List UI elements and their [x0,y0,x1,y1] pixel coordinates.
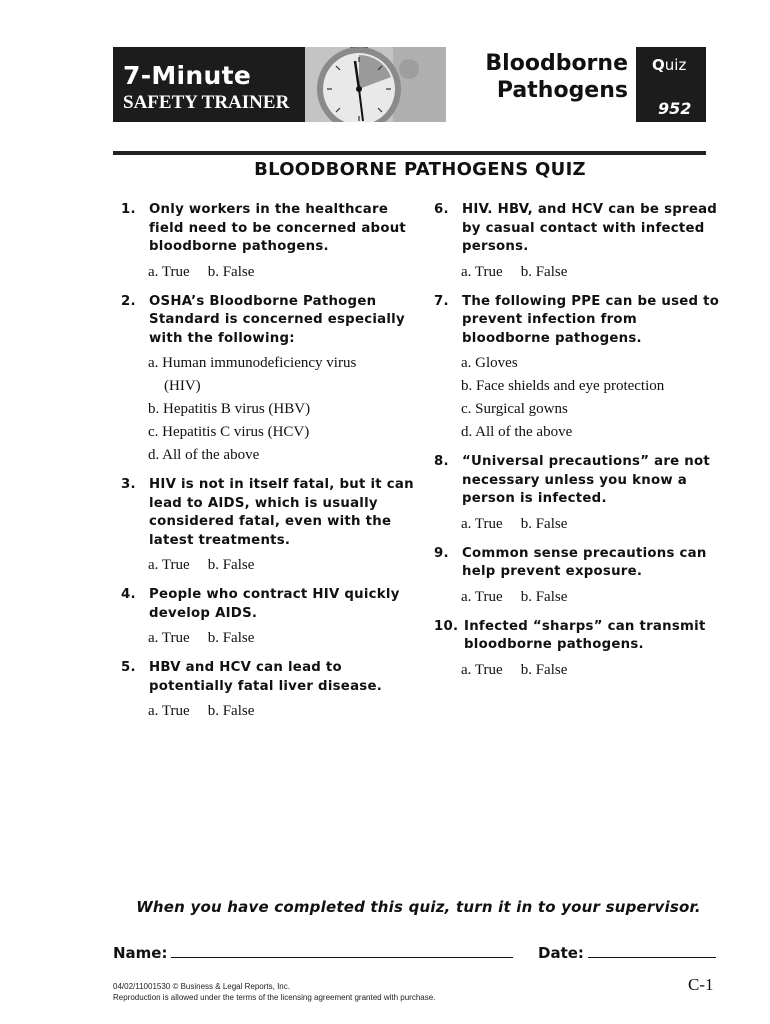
brand-banner [113,47,305,122]
name-blank[interactable] [171,944,513,958]
question-body: HBV and HCV can lead to potentially fatal liver disease. [149,660,383,694]
answer-option[interactable]: b. False [207,630,255,646]
quiz-label [652,56,686,74]
question-body: HIV is not in itself fatal, but it can lead to AIDS, which is usually considered fatal, even with the latest treatments. [149,477,414,548]
instruction-text: When you have completed this quiz, turn it in to your supervisor. [136,898,701,916]
answer-option[interactable]: b. False [520,515,568,532]
topic-title-line1: Bloodborne [485,51,628,76]
question-text [434,618,724,655]
question-item [434,201,724,284]
question-number: 2. [121,293,136,309]
answer-options [434,352,724,444]
quiz-number: 952 [658,99,692,118]
quiz-label-initial: Q [652,56,665,74]
name-field[interactable] [113,944,513,962]
page-title: BLOODBORNE PATHOGENS QUIZ [254,159,586,180]
answer-option[interactable]: a. Gloves [461,355,518,371]
copyright-line: 04/02/11001530 © Business & Legal Reports, Inc. [113,982,290,991]
answer-option[interactable]: b. False [520,588,568,605]
question-number: 7. [434,293,449,309]
page-number: C-1 [688,975,714,994]
question-body: Infected “sharps” can transmit bloodborne pathogens. [464,618,706,652]
answer-options [434,513,724,536]
answer-options [121,261,421,284]
answer-option[interactable]: b. False [207,703,255,719]
stopwatch-image [305,47,446,122]
question-body: OSHA’s Bloodborne Pathogen Standard is concerned especially with the following: [149,293,405,346]
question-item [434,618,724,682]
questions-left-column [121,201,421,732]
header-divider [113,151,706,155]
question-text [434,201,724,257]
question-number: 1. [121,202,136,217]
question-body: People who contract HIV quickly develop AIDS. [149,587,400,621]
answer-option[interactable]: b. Face shields and eye protection [461,378,665,394]
question-body: The following PPE can be used to prevent infection from bloodborne pathogens. [462,293,720,346]
question-body: HIV. HBV, and HCV can be spread by casual contact with infected persons. [462,202,718,254]
answer-options [121,627,421,650]
answer-option[interactable]: d. All of the above [461,424,573,440]
question-number: 10. [434,618,459,634]
answer-options [121,352,421,467]
answer-option[interactable]: c. Hepatitis C virus (HCV) [148,424,310,440]
date-label: Date: [538,944,584,962]
answer-option[interactable]: a. True [461,588,503,605]
question-number: 9. [434,545,449,561]
question-item [121,586,421,650]
question-item [121,476,421,577]
question-body: Only workers in the healthcare field need to be concerned about bloodborne pathogens. [149,202,407,254]
answer-option[interactable]: a. True [461,515,503,532]
question-text [434,293,724,349]
quiz-badge [636,47,706,122]
question-text [121,201,421,257]
question-text [121,476,421,550]
questions-right-column [434,201,724,691]
question-item [434,453,724,536]
question-body: “Universal precautions” are not necessary unless you know a person is infected. [462,454,710,506]
date-field[interactable] [538,944,716,962]
copyright-notice [113,981,435,1003]
quiz-label-rest: uiz [664,56,687,74]
answer-option[interactable]: a. True [148,557,190,573]
answer-option[interactable]: a. Human immunodeficiency virus (HIV) [148,355,357,394]
question-text [121,586,421,623]
question-number: 3. [121,477,136,492]
answer-option[interactable]: b. Hepatitis B virus (HBV) [148,401,311,417]
answer-option[interactable]: b. False [520,661,568,678]
answer-option[interactable]: c. Surgical gowns [461,401,568,417]
reproduction-line: Reproduction is allowed under the terms of the licensing agreement granted with purchase. [113,993,436,1002]
question-text [121,659,421,696]
date-blank[interactable] [588,944,716,958]
question-number: 8. [434,454,449,469]
topic-title [458,50,628,104]
answer-options [121,554,421,577]
question-item [434,293,724,445]
question-text [434,453,724,509]
answer-options [121,700,421,723]
answer-option[interactable]: b. False [207,557,255,573]
answer-option[interactable]: a. True [148,263,190,280]
question-text [434,545,724,582]
answer-option[interactable]: a. True [148,630,190,646]
question-item [121,201,421,284]
question-number: 5. [121,660,136,675]
question-item [121,659,421,723]
answer-option[interactable]: a. True [148,703,190,719]
question-item [434,545,724,609]
answer-option[interactable]: a. True [461,661,503,678]
question-number: 6. [434,202,449,217]
answer-option[interactable]: b. False [207,263,255,280]
answer-options [434,659,724,682]
answer-option[interactable]: d. All of the above [148,447,260,463]
answer-options [434,261,724,284]
question-body: Common sense precautions can help prevent exposure. [462,545,707,579]
answer-option[interactable]: b. False [520,263,568,280]
question-item [121,293,421,468]
brand-title: 7-Minute [123,61,252,90]
answer-option[interactable]: a. True [461,263,503,280]
topic-title-line2: Pathogens [496,78,628,103]
question-text [121,293,421,349]
name-label: Name: [113,944,168,962]
question-number: 4. [121,587,136,602]
answer-options [434,586,724,609]
brand-subtitle: SAFETY TRAINER [123,92,290,113]
